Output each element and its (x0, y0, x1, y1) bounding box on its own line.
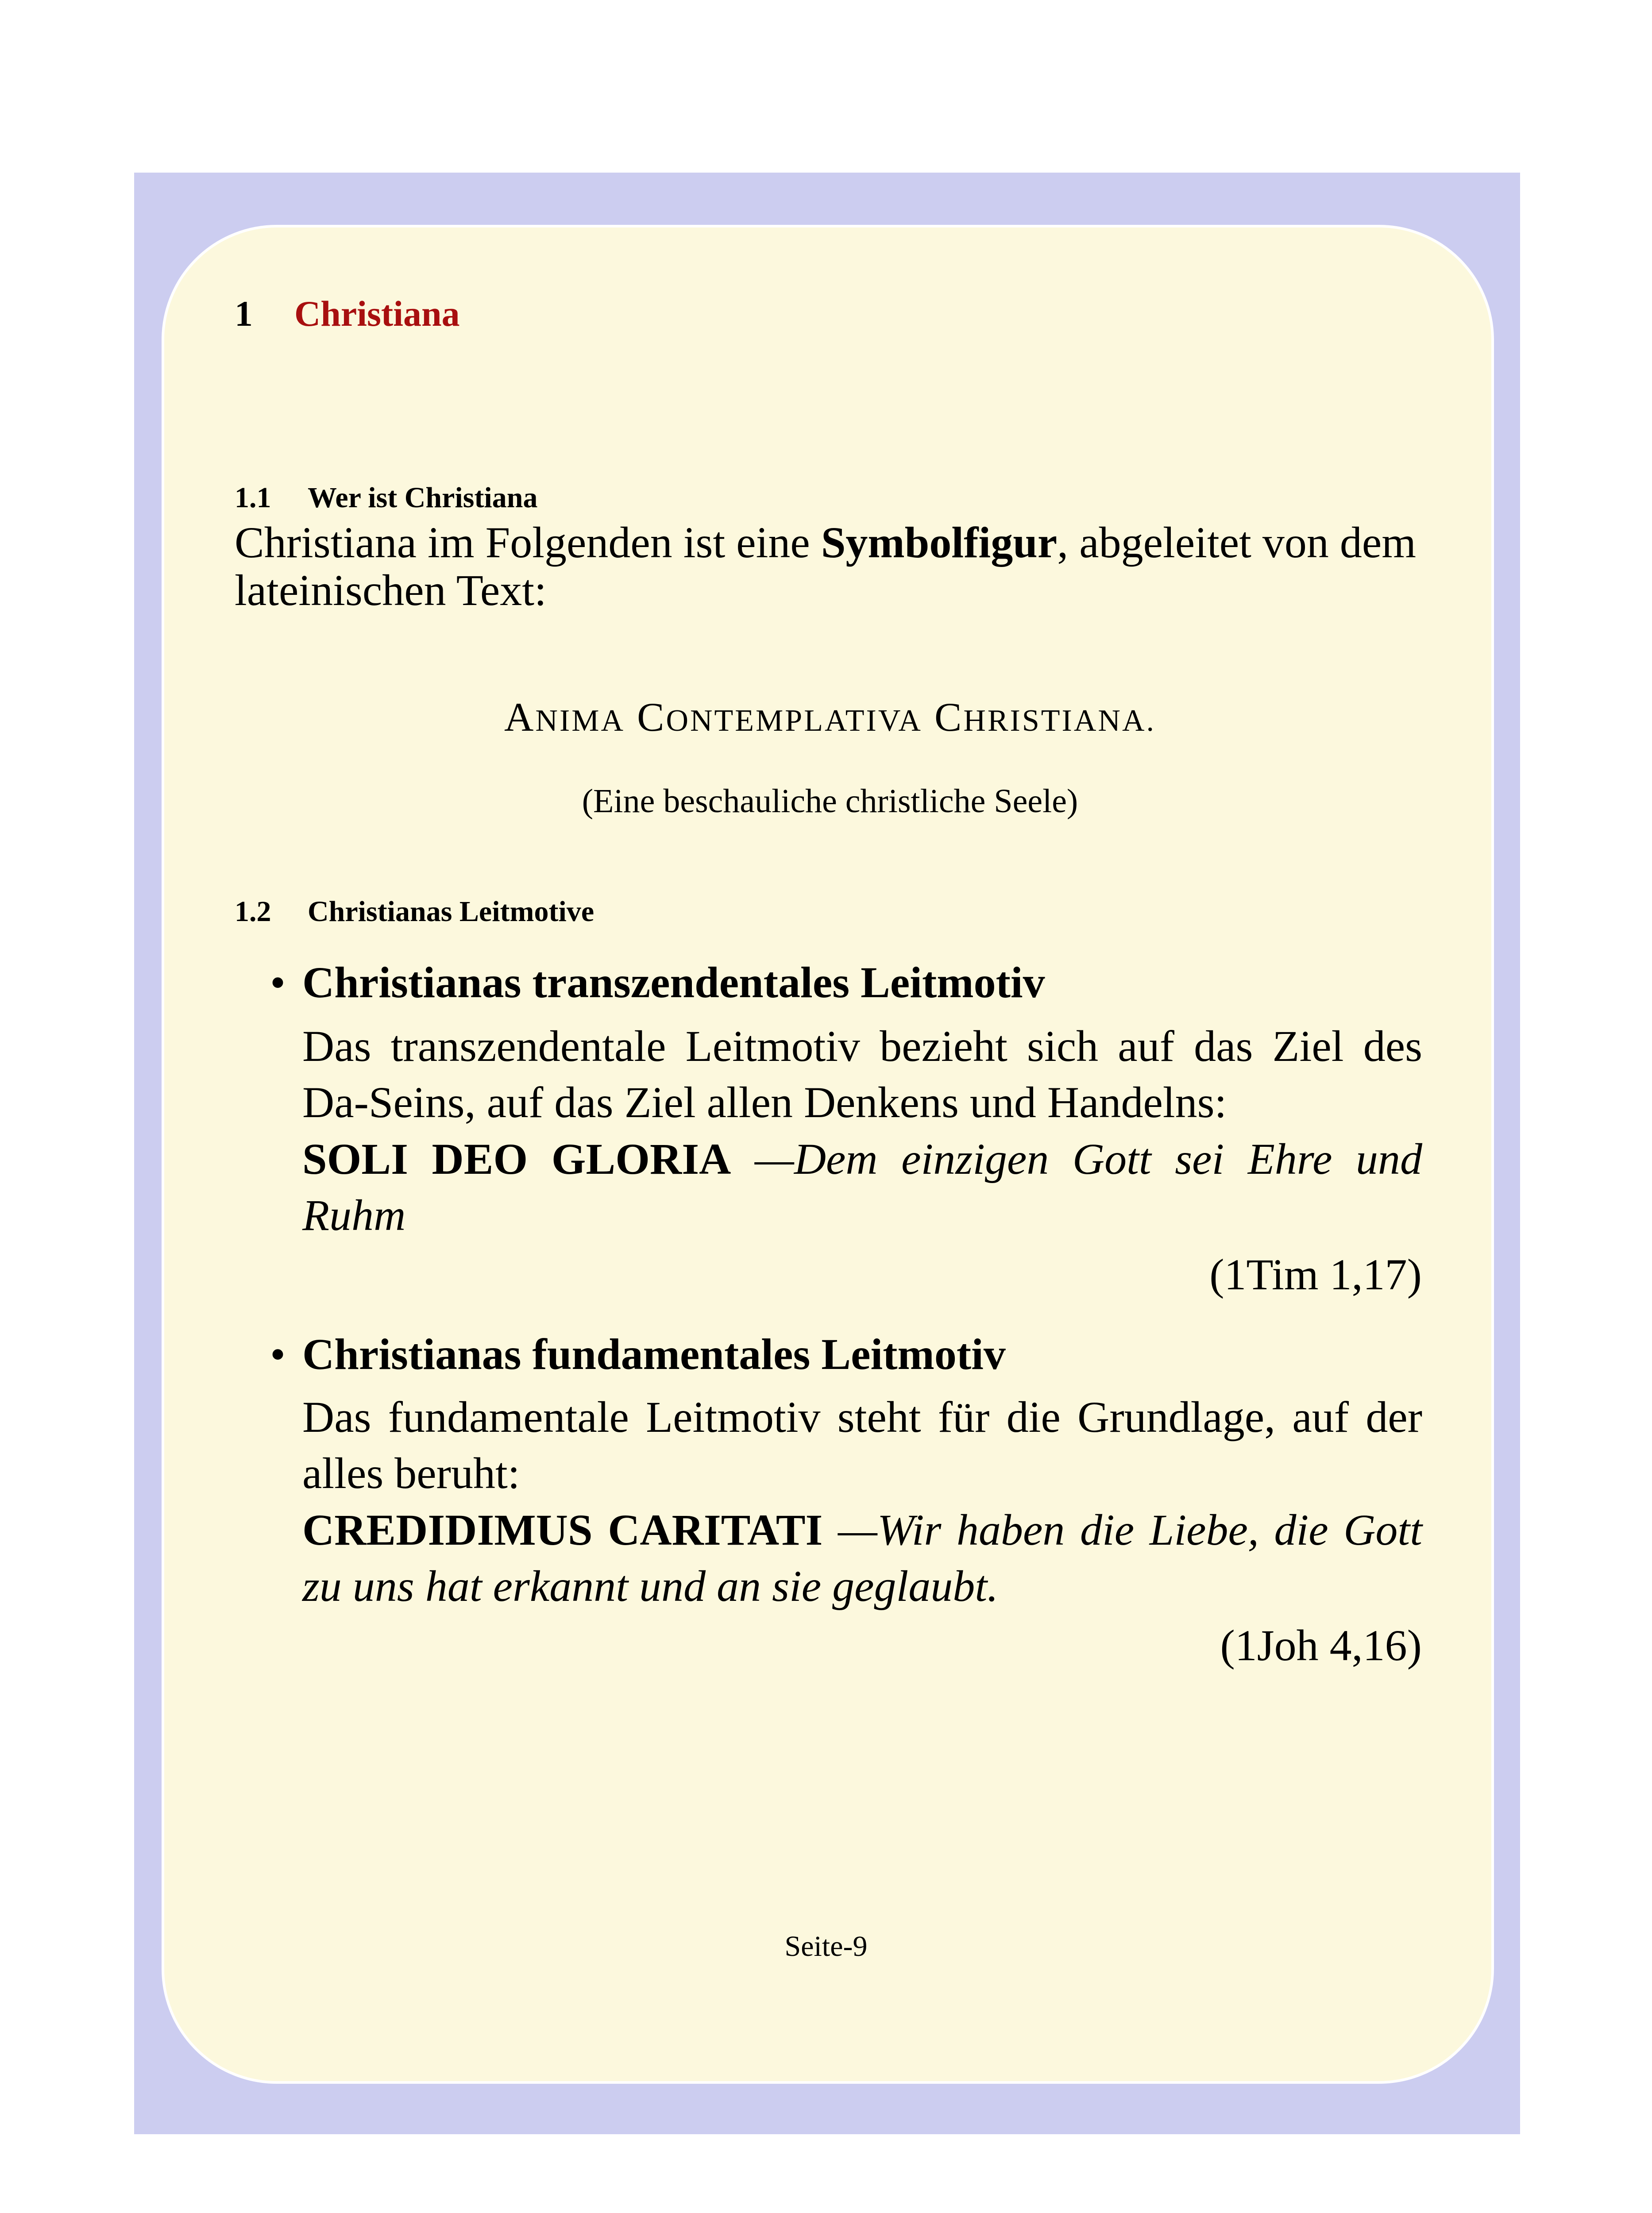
bullet-marker: • (270, 958, 286, 1007)
leitmotiv-title: Christianas transzendentales Leitmotiv (302, 958, 1045, 1007)
intro-emphasis: Symbolfigur (821, 518, 1058, 567)
intro-paragraph (235, 519, 1425, 614)
leitmotiv-title: Christianas fundamentales Leitmotiv (302, 1330, 1006, 1379)
latin-smallcaps: NIMA (535, 704, 625, 738)
latin-translation: (Eine beschauliche christliche Seele) (582, 783, 1078, 820)
leitmotiv-body: Das transzendentale Leitmotiv bezieht sich auf das Ziel des Da-Seins, auf das Ziel allen Denkens und Handelns: (302, 1022, 1422, 1127)
leitmotiv-body: Das fundamentale Leitmotiv steht für die Grundlage, auf der alles beruht: (302, 1392, 1422, 1498)
latin-smallcaps: HRISTIANA. (963, 704, 1156, 738)
motto-latin: SOLI DEO GLORIA (302, 1134, 731, 1184)
intro-text: Christiana im Folgenden ist eine (235, 518, 821, 567)
leitmotiv-motto (302, 1502, 1422, 1614)
intro-text-end: , abgeleitet von dem lateinischen Text: (235, 518, 1417, 615)
subsection-number: 1.2 (235, 895, 271, 928)
latin-cap: C (637, 694, 666, 740)
subsection-title: Wer ist Christiana (308, 482, 538, 514)
section-title: Christiana (294, 293, 460, 334)
subsection-number: 1.1 (235, 482, 271, 514)
scripture-reference: (1Tim 1,17) (1209, 1250, 1422, 1299)
bullet-marker: • (270, 1330, 286, 1379)
latin-cap: C (934, 694, 964, 740)
motto-translation: —Dem einzigen Gott sei Ehre und Ruhm (302, 1134, 1423, 1240)
page-number: Seite-9 (784, 1930, 868, 1962)
latin-smallcaps: ONTEMPLATIVA (666, 704, 922, 738)
scripture-reference: (1Joh 4,16) (1220, 1621, 1422, 1670)
motto-latin: CREDIDIMUS CARITATI (302, 1505, 823, 1554)
motto-translation: —Wir haben die Liebe, die Gott zu uns hat erkannt und an sie geglaubt. (302, 1505, 1422, 1611)
latin-cap: A (504, 694, 536, 740)
subsection-title: Christianas Leitmotive (308, 895, 594, 928)
section-number: 1 (235, 293, 253, 334)
leitmotiv-motto (302, 1131, 1422, 1243)
latin-phrase (235, 694, 1425, 740)
